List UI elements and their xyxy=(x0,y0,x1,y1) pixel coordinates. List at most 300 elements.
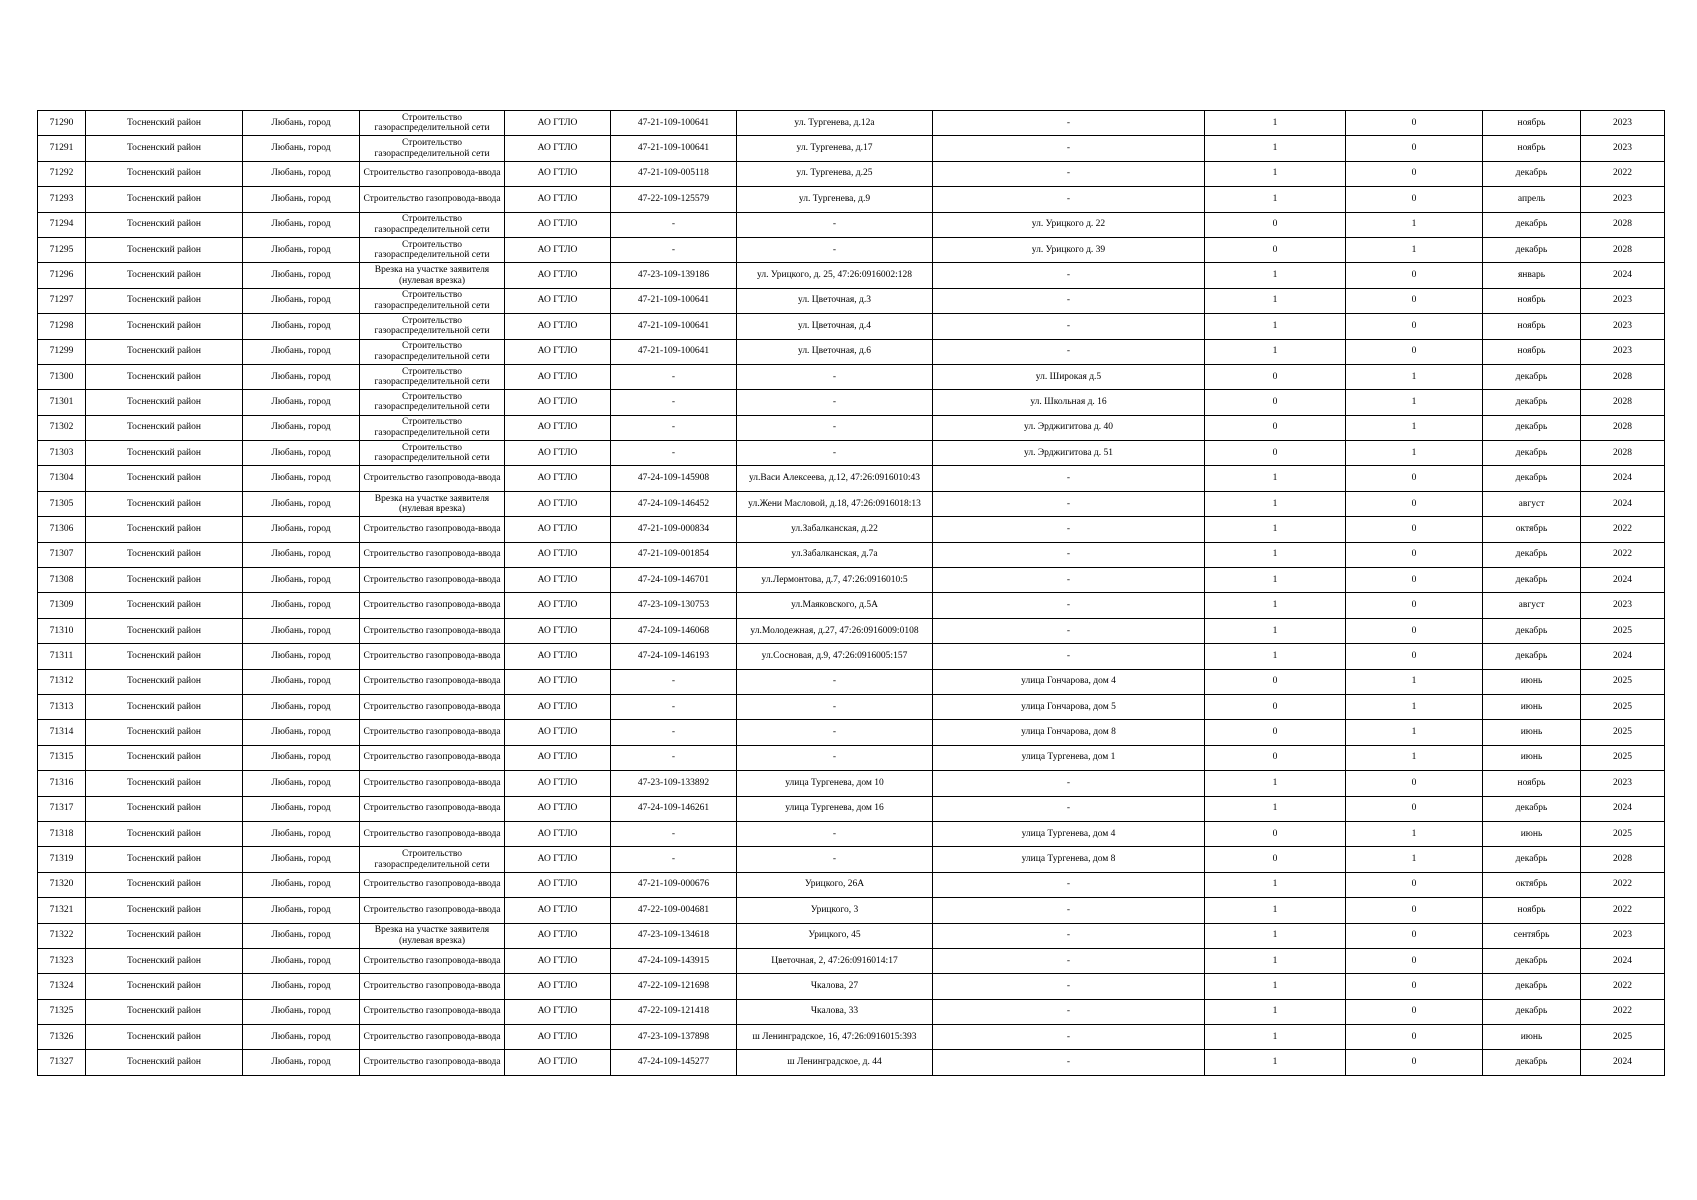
cell-row-number: 71308 xyxy=(38,568,86,593)
table-row xyxy=(38,644,1665,669)
cell-organization: АО ГТЛО xyxy=(505,491,611,516)
cell-district: Тосненский район xyxy=(86,415,243,440)
cell-organization: АО ГТЛО xyxy=(505,568,611,593)
cell-work-type: Строительство газопровода-ввода xyxy=(360,694,505,719)
cell-year: 2022 xyxy=(1581,517,1665,542)
cell-planned-address: - xyxy=(933,466,1205,491)
cell-settlement: Любань, город xyxy=(243,923,360,948)
cell-year: 2028 xyxy=(1581,390,1665,415)
cell-work-type: Строительство газораспределительной сети xyxy=(360,847,505,872)
table-row xyxy=(38,618,1665,643)
cell-month: декабрь xyxy=(1483,974,1581,999)
cell-row-number: 71322 xyxy=(38,923,86,948)
cell-organization: АО ГТЛО xyxy=(505,999,611,1024)
cell-district: Тосненский район xyxy=(86,111,243,136)
cell-row-number: 71293 xyxy=(38,187,86,212)
table-row xyxy=(38,593,1665,618)
cell-row-number: 71299 xyxy=(38,339,86,364)
table-row xyxy=(38,542,1665,567)
cell-count-planned: 1 xyxy=(1346,441,1483,466)
cell-count-planned: 0 xyxy=(1346,644,1483,669)
cell-settlement: Любань, город xyxy=(243,237,360,262)
cell-month: декабрь xyxy=(1483,948,1581,973)
cell-organization: АО ГТЛО xyxy=(505,821,611,846)
cell-count-planned: 1 xyxy=(1346,237,1483,262)
cell-row-number: 71296 xyxy=(38,263,86,288)
cell-organization: АО ГТЛО xyxy=(505,974,611,999)
table-row xyxy=(38,441,1665,466)
cell-address: Урицкого, 3 xyxy=(737,898,933,923)
cell-month: ноябрь xyxy=(1483,771,1581,796)
cell-address: ул. Тургенева, д.17 xyxy=(737,136,933,161)
cell-planned-address: - xyxy=(933,974,1205,999)
cell-work-type: Строительство газораспределительной сети xyxy=(360,415,505,440)
cell-year: 2022 xyxy=(1581,898,1665,923)
cell-organization: АО ГТЛО xyxy=(505,923,611,948)
cell-month: декабрь xyxy=(1483,568,1581,593)
cell-planned-address: ул. Школьная д. 16 xyxy=(933,390,1205,415)
cell-year: 2022 xyxy=(1581,161,1665,186)
cell-month: ноябрь xyxy=(1483,136,1581,161)
table-row xyxy=(38,1050,1665,1075)
cell-address: ул.Жени Масловой, д.18, 47:26:0916018:13 xyxy=(737,491,933,516)
table-row xyxy=(38,212,1665,237)
cell-year: 2025 xyxy=(1581,720,1665,745)
cell-count-connected: 1 xyxy=(1205,898,1346,923)
cell-organization: АО ГТЛО xyxy=(505,644,611,669)
cell-count-connected: 0 xyxy=(1205,745,1346,770)
cell-row-number: 71319 xyxy=(38,847,86,872)
cell-row-number: 71300 xyxy=(38,364,86,389)
cell-month: декабрь xyxy=(1483,364,1581,389)
cell-address: Чкалова, 27 xyxy=(737,974,933,999)
cell-district: Тосненский район xyxy=(86,847,243,872)
cell-count-planned: 0 xyxy=(1346,872,1483,897)
cell-address: ул. Цветочная, д.6 xyxy=(737,339,933,364)
cell-count-planned: 0 xyxy=(1346,568,1483,593)
cell-count-connected: 1 xyxy=(1205,339,1346,364)
cell-row-number: 71301 xyxy=(38,390,86,415)
cell-month: ноябрь xyxy=(1483,339,1581,364)
cell-row-number: 71314 xyxy=(38,720,86,745)
gasification-table xyxy=(37,110,1664,1076)
cell-organization: АО ГТЛО xyxy=(505,187,611,212)
cell-year: 2028 xyxy=(1581,415,1665,440)
cell-month: январь xyxy=(1483,263,1581,288)
cell-row-number: 71326 xyxy=(38,1025,86,1050)
cell-application-number: 47-22-109-121698 xyxy=(611,974,737,999)
cell-district: Тосненский район xyxy=(86,466,243,491)
cell-planned-address: - xyxy=(933,948,1205,973)
table-row xyxy=(38,415,1665,440)
cell-month: декабрь xyxy=(1483,237,1581,262)
cell-work-type: Строительство газопровода-ввода xyxy=(360,948,505,973)
cell-year: 2023 xyxy=(1581,288,1665,313)
cell-application-number: 47-24-109-146261 xyxy=(611,796,737,821)
cell-address: - xyxy=(737,720,933,745)
cell-count-planned: 0 xyxy=(1346,923,1483,948)
cell-row-number: 71327 xyxy=(38,1050,86,1075)
cell-year: 2025 xyxy=(1581,694,1665,719)
cell-month: декабрь xyxy=(1483,441,1581,466)
cell-address: ул. Урицкого, д. 25, 47:26:0916002:128 xyxy=(737,263,933,288)
cell-count-planned: 0 xyxy=(1346,111,1483,136)
cell-application-number: 47-21-109-100641 xyxy=(611,339,737,364)
cell-row-number: 71302 xyxy=(38,415,86,440)
cell-count-planned: 0 xyxy=(1346,618,1483,643)
cell-organization: АО ГТЛО xyxy=(505,771,611,796)
cell-organization: АО ГТЛО xyxy=(505,314,611,339)
cell-planned-address: - xyxy=(933,288,1205,313)
cell-address: ул.Забалканская, д.7а xyxy=(737,542,933,567)
cell-year: 2024 xyxy=(1581,568,1665,593)
cell-count-planned: 0 xyxy=(1346,288,1483,313)
cell-count-connected: 1 xyxy=(1205,999,1346,1024)
cell-row-number: 71304 xyxy=(38,466,86,491)
table-row xyxy=(38,745,1665,770)
cell-year: 2025 xyxy=(1581,618,1665,643)
cell-year: 2028 xyxy=(1581,441,1665,466)
cell-address: ш Ленинградское, 16, 47:26:0916015:393 xyxy=(737,1025,933,1050)
cell-count-connected: 1 xyxy=(1205,517,1346,542)
cell-row-number: 71307 xyxy=(38,542,86,567)
cell-year: 2024 xyxy=(1581,948,1665,973)
cell-planned-address: ул. Урицкого д. 39 xyxy=(933,237,1205,262)
cell-settlement: Любань, город xyxy=(243,898,360,923)
cell-address: ш Ленинградское, д. 44 xyxy=(737,1050,933,1075)
cell-application-number: 47-24-109-146452 xyxy=(611,491,737,516)
cell-organization: АО ГТЛО xyxy=(505,466,611,491)
cell-planned-address: - xyxy=(933,1050,1205,1075)
cell-organization: АО ГТЛО xyxy=(505,161,611,186)
cell-district: Тосненский район xyxy=(86,593,243,618)
cell-work-type: Строительство газопровода-ввода xyxy=(360,1050,505,1075)
cell-count-planned: 0 xyxy=(1346,161,1483,186)
cell-address: - xyxy=(737,669,933,694)
table-row xyxy=(38,517,1665,542)
cell-work-type: Строительство газопровода-ввода xyxy=(360,466,505,491)
cell-work-type: Строительство газопровода-ввода xyxy=(360,872,505,897)
cell-planned-address: - xyxy=(933,618,1205,643)
cell-address: Цветочная, 2, 47:26:0916014:17 xyxy=(737,948,933,973)
cell-planned-address: - xyxy=(933,568,1205,593)
table-row xyxy=(38,187,1665,212)
cell-row-number: 71323 xyxy=(38,948,86,973)
cell-district: Тосненский район xyxy=(86,644,243,669)
cell-planned-address: - xyxy=(933,542,1205,567)
cell-settlement: Любань, город xyxy=(243,796,360,821)
cell-address: - xyxy=(737,847,933,872)
cell-work-type: Строительство газораспределительной сети xyxy=(360,212,505,237)
cell-district: Тосненский район xyxy=(86,136,243,161)
cell-application-number: 47-23-109-139186 xyxy=(611,263,737,288)
cell-planned-address: - xyxy=(933,898,1205,923)
table-row xyxy=(38,898,1665,923)
cell-district: Тосненский район xyxy=(86,187,243,212)
cell-organization: АО ГТЛО xyxy=(505,1025,611,1050)
table-row xyxy=(38,923,1665,948)
table-row xyxy=(38,288,1665,313)
cell-district: Тосненский район xyxy=(86,390,243,415)
cell-count-connected: 1 xyxy=(1205,872,1346,897)
cell-district: Тосненский район xyxy=(86,542,243,567)
cell-count-planned: 0 xyxy=(1346,898,1483,923)
cell-address: ул. Тургенева, д.25 xyxy=(737,161,933,186)
cell-month: июнь xyxy=(1483,669,1581,694)
cell-work-type: Строительство газопровода-ввода xyxy=(360,644,505,669)
cell-settlement: Любань, город xyxy=(243,212,360,237)
cell-month: декабрь xyxy=(1483,390,1581,415)
cell-month: ноябрь xyxy=(1483,288,1581,313)
cell-count-connected: 1 xyxy=(1205,187,1346,212)
cell-count-connected: 0 xyxy=(1205,821,1346,846)
cell-settlement: Любань, город xyxy=(243,161,360,186)
cell-address: ул.Лермонтова, д.7, 47:26:0916010:5 xyxy=(737,568,933,593)
cell-count-planned: 1 xyxy=(1346,390,1483,415)
cell-district: Тосненский район xyxy=(86,796,243,821)
cell-planned-address: - xyxy=(933,314,1205,339)
cell-address: Чкалова, 33 xyxy=(737,999,933,1024)
cell-planned-address: ул. Эрджигитова д. 40 xyxy=(933,415,1205,440)
cell-year: 2022 xyxy=(1581,974,1665,999)
cell-count-planned: 1 xyxy=(1346,669,1483,694)
cell-count-connected: 0 xyxy=(1205,364,1346,389)
cell-planned-address: - xyxy=(933,771,1205,796)
cell-year: 2028 xyxy=(1581,212,1665,237)
cell-application-number: 47-24-109-146068 xyxy=(611,618,737,643)
cell-settlement: Любань, город xyxy=(243,821,360,846)
cell-settlement: Любань, город xyxy=(243,694,360,719)
cell-year: 2024 xyxy=(1581,466,1665,491)
cell-count-planned: 0 xyxy=(1346,771,1483,796)
cell-count-planned: 1 xyxy=(1346,415,1483,440)
cell-settlement: Любань, город xyxy=(243,847,360,872)
cell-count-planned: 0 xyxy=(1346,187,1483,212)
cell-organization: АО ГТЛО xyxy=(505,339,611,364)
table-row xyxy=(38,1025,1665,1050)
cell-month: август xyxy=(1483,593,1581,618)
cell-organization: АО ГТЛО xyxy=(505,669,611,694)
table-row xyxy=(38,466,1665,491)
cell-settlement: Любань, город xyxy=(243,1050,360,1075)
cell-year: 2023 xyxy=(1581,593,1665,618)
cell-work-type: Строительство газопровода-ввода xyxy=(360,796,505,821)
cell-count-planned: 0 xyxy=(1346,999,1483,1024)
cell-year: 2023 xyxy=(1581,136,1665,161)
cell-work-type: Строительство газораспределительной сети xyxy=(360,111,505,136)
table-row xyxy=(38,999,1665,1024)
cell-row-number: 71321 xyxy=(38,898,86,923)
cell-work-type: Строительство газопровода-ввода xyxy=(360,542,505,567)
cell-organization: АО ГТЛО xyxy=(505,694,611,719)
cell-organization: АО ГТЛО xyxy=(505,796,611,821)
cell-work-type: Строительство газопровода-ввода xyxy=(360,568,505,593)
cell-row-number: 71305 xyxy=(38,491,86,516)
table-row xyxy=(38,771,1665,796)
cell-settlement: Любань, город xyxy=(243,517,360,542)
cell-work-type: Строительство газопровода-ввода xyxy=(360,187,505,212)
cell-district: Тосненский район xyxy=(86,821,243,846)
cell-count-connected: 1 xyxy=(1205,771,1346,796)
cell-work-type: Строительство газопровода-ввода xyxy=(360,618,505,643)
cell-count-connected: 0 xyxy=(1205,847,1346,872)
cell-organization: АО ГТЛО xyxy=(505,212,611,237)
cell-count-connected: 0 xyxy=(1205,441,1346,466)
cell-organization: АО ГТЛО xyxy=(505,720,611,745)
cell-application-number: - xyxy=(611,212,737,237)
cell-count-planned: 0 xyxy=(1346,593,1483,618)
cell-organization: АО ГТЛО xyxy=(505,136,611,161)
cell-year: 2024 xyxy=(1581,644,1665,669)
cell-count-connected: 1 xyxy=(1205,923,1346,948)
cell-settlement: Любань, город xyxy=(243,111,360,136)
cell-count-planned: 0 xyxy=(1346,314,1483,339)
cell-month: декабрь xyxy=(1483,847,1581,872)
cell-planned-address: - xyxy=(933,1025,1205,1050)
cell-application-number: 47-21-109-100641 xyxy=(611,288,737,313)
cell-settlement: Любань, город xyxy=(243,974,360,999)
cell-count-planned: 0 xyxy=(1346,339,1483,364)
cell-row-number: 71292 xyxy=(38,161,86,186)
cell-organization: АО ГТЛО xyxy=(505,364,611,389)
cell-address: ул.Сосновая, д.9, 47:26:0916005:157 xyxy=(737,644,933,669)
cell-settlement: Любань, город xyxy=(243,263,360,288)
cell-organization: АО ГТЛО xyxy=(505,593,611,618)
cell-application-number: 47-21-109-000834 xyxy=(611,517,737,542)
cell-month: июнь xyxy=(1483,745,1581,770)
cell-district: Тосненский район xyxy=(86,669,243,694)
cell-district: Тосненский район xyxy=(86,339,243,364)
cell-work-type: Строительство газопровода-ввода xyxy=(360,745,505,770)
cell-count-planned: 0 xyxy=(1346,1050,1483,1075)
cell-count-connected: 1 xyxy=(1205,1050,1346,1075)
cell-count-connected: 0 xyxy=(1205,415,1346,440)
cell-address: - xyxy=(737,364,933,389)
cell-address: ул.Васи Алексеева, д.12, 47:26:0916010:43 xyxy=(737,466,933,491)
cell-work-type: Строительство газораспределительной сети xyxy=(360,364,505,389)
cell-district: Тосненский район xyxy=(86,948,243,973)
cell-district: Тосненский район xyxy=(86,999,243,1024)
cell-settlement: Любань, город xyxy=(243,542,360,567)
cell-count-planned: 0 xyxy=(1346,542,1483,567)
cell-organization: АО ГТЛО xyxy=(505,847,611,872)
cell-row-number: 71306 xyxy=(38,517,86,542)
cell-year: 2028 xyxy=(1581,847,1665,872)
cell-planned-address: улица Гончарова, дом 4 xyxy=(933,669,1205,694)
cell-district: Тосненский район xyxy=(86,491,243,516)
cell-application-number: - xyxy=(611,669,737,694)
cell-address: улица Тургенева, дом 16 xyxy=(737,796,933,821)
cell-organization: АО ГТЛО xyxy=(505,872,611,897)
cell-work-type: Строительство газораспределительной сети xyxy=(360,136,505,161)
cell-count-planned: 1 xyxy=(1346,212,1483,237)
cell-address: ул.Забалканская, д.22 xyxy=(737,517,933,542)
cell-application-number: 47-23-109-130753 xyxy=(611,593,737,618)
cell-application-number: 47-22-109-004681 xyxy=(611,898,737,923)
cell-district: Тосненский район xyxy=(86,1025,243,1050)
cell-count-planned: 0 xyxy=(1346,974,1483,999)
cell-application-number: 47-21-109-100641 xyxy=(611,314,737,339)
cell-organization: АО ГТЛО xyxy=(505,263,611,288)
cell-application-number: 47-23-109-137898 xyxy=(611,1025,737,1050)
cell-organization: АО ГТЛО xyxy=(505,898,611,923)
cell-year: 2028 xyxy=(1581,364,1665,389)
cell-settlement: Любань, город xyxy=(243,568,360,593)
cell-work-type: Строительство газопровода-ввода xyxy=(360,1025,505,1050)
cell-work-type: Строительство газопровода-ввода xyxy=(360,720,505,745)
table-row xyxy=(38,796,1665,821)
cell-row-number: 71315 xyxy=(38,745,86,770)
table-row xyxy=(38,314,1665,339)
cell-application-number: - xyxy=(611,441,737,466)
cell-month: октябрь xyxy=(1483,872,1581,897)
cell-month: декабрь xyxy=(1483,161,1581,186)
cell-year: 2023 xyxy=(1581,339,1665,364)
cell-organization: АО ГТЛО xyxy=(505,745,611,770)
cell-settlement: Любань, город xyxy=(243,872,360,897)
cell-application-number: 47-24-109-146193 xyxy=(611,644,737,669)
cell-application-number: - xyxy=(611,847,737,872)
cell-address: - xyxy=(737,212,933,237)
cell-month: июнь xyxy=(1483,1025,1581,1050)
cell-planned-address: - xyxy=(933,593,1205,618)
cell-month: декабрь xyxy=(1483,618,1581,643)
cell-application-number: 47-21-109-100641 xyxy=(611,136,737,161)
cell-district: Тосненский район xyxy=(86,263,243,288)
cell-address: ул. Цветочная, д.3 xyxy=(737,288,933,313)
cell-address: - xyxy=(737,390,933,415)
cell-work-type: Строительство газораспределительной сети xyxy=(360,314,505,339)
cell-district: Тосненский район xyxy=(86,618,243,643)
cell-row-number: 71311 xyxy=(38,644,86,669)
cell-organization: АО ГТЛО xyxy=(505,618,611,643)
cell-count-connected: 1 xyxy=(1205,593,1346,618)
cell-count-connected: 0 xyxy=(1205,720,1346,745)
cell-district: Тосненский район xyxy=(86,974,243,999)
cell-work-type: Врезка на участке заявителя (нулевая врезка) xyxy=(360,923,505,948)
cell-application-number: 47-21-109-000676 xyxy=(611,872,737,897)
cell-address: улица Тургенева, дом 10 xyxy=(737,771,933,796)
cell-application-number: - xyxy=(611,821,737,846)
table-row xyxy=(38,339,1665,364)
cell-month: октябрь xyxy=(1483,517,1581,542)
cell-planned-address: улица Гончарова, дом 8 xyxy=(933,720,1205,745)
cell-month: декабрь xyxy=(1483,466,1581,491)
cell-application-number: - xyxy=(611,390,737,415)
cell-count-connected: 1 xyxy=(1205,796,1346,821)
cell-address: - xyxy=(737,821,933,846)
cell-work-type: Строительство газораспределительной сети xyxy=(360,441,505,466)
cell-settlement: Любань, город xyxy=(243,593,360,618)
cell-work-type: Строительство газораспределительной сети xyxy=(360,237,505,262)
cell-settlement: Любань, город xyxy=(243,339,360,364)
cell-planned-address: - xyxy=(933,136,1205,161)
cell-year: 2024 xyxy=(1581,263,1665,288)
cell-month: декабрь xyxy=(1483,796,1581,821)
cell-planned-address: - xyxy=(933,111,1205,136)
cell-organization: АО ГТЛО xyxy=(505,111,611,136)
cell-planned-address: - xyxy=(933,161,1205,186)
cell-address: - xyxy=(737,237,933,262)
cell-district: Тосненский район xyxy=(86,745,243,770)
cell-count-planned: 0 xyxy=(1346,466,1483,491)
cell-count-connected: 1 xyxy=(1205,314,1346,339)
cell-planned-address: - xyxy=(933,491,1205,516)
cell-count-connected: 0 xyxy=(1205,237,1346,262)
cell-month: апрель xyxy=(1483,187,1581,212)
cell-application-number: 47-23-109-134618 xyxy=(611,923,737,948)
cell-planned-address: - xyxy=(933,644,1205,669)
